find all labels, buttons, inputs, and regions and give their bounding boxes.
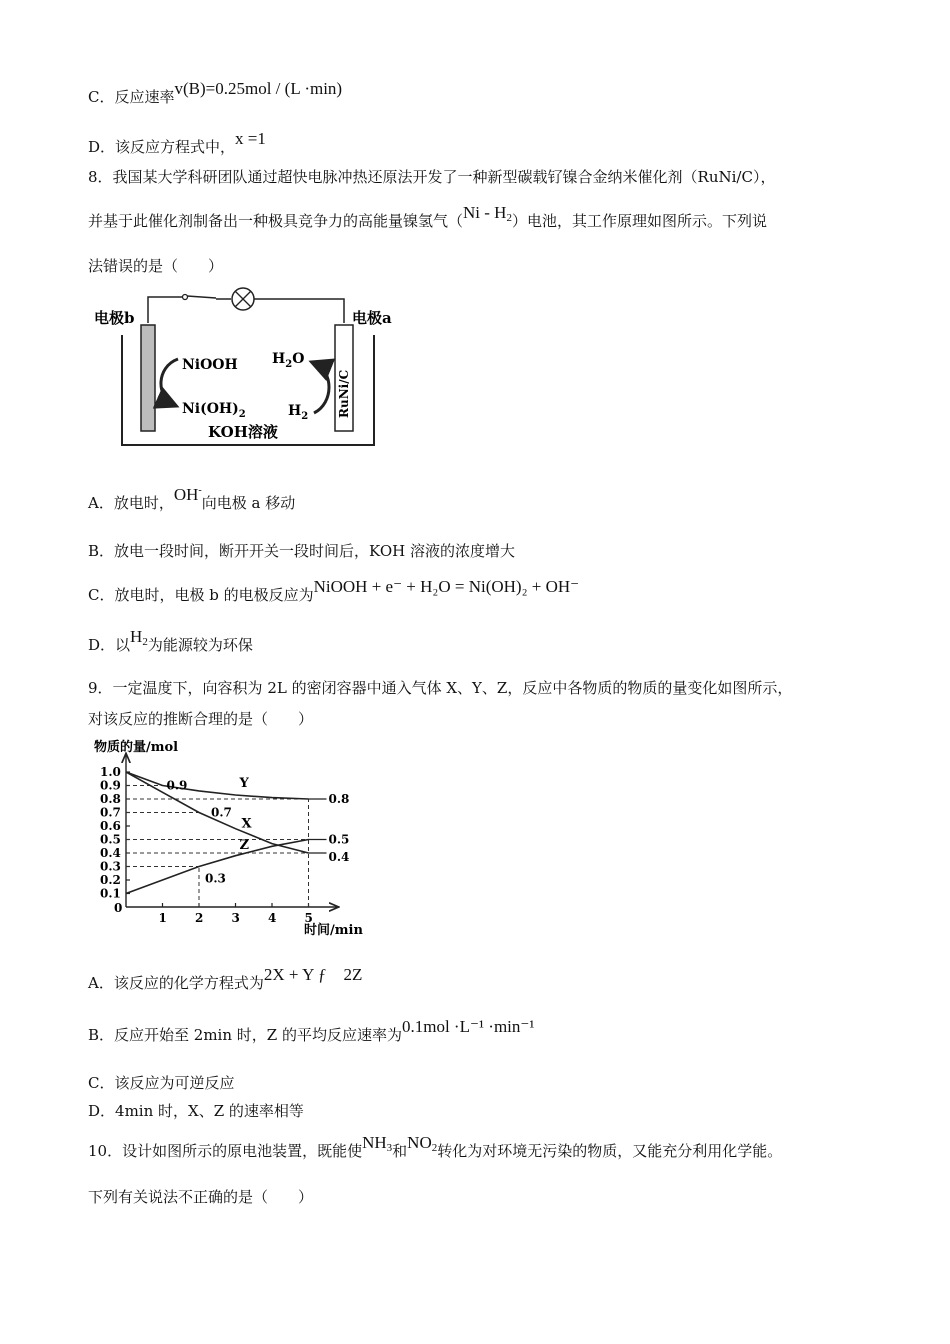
q9-option-a-formula: 2X + Y ƒ 2Z [263,965,363,984]
y-tick-label: 0.7 [100,805,121,820]
q7-option-d [88,129,266,157]
annotation-0-7: 0.7 [211,805,232,820]
q7-option-c-label: C．反应速率 [88,88,175,106]
q10-nh3-sub: 3 [386,1142,393,1154]
q8-stem-formula [463,203,512,222]
q8-option-d-formula [130,627,148,646]
q9-option-b-formula: 0.1mol ·L⁻¹ ·min⁻¹ [401,1017,535,1036]
x-tick-label: 5 [304,911,313,925]
origin-label: 0 [114,901,123,915]
q8-option-d [88,627,253,656]
q8-option-c [88,577,580,605]
y-tick-label: 0.8 [100,792,121,806]
y-tick-label: 0.3 [100,859,121,874]
electrode-b-plate [141,325,155,431]
niooh-label: NiOOH [182,357,238,373]
nioh2-main: Ni(OH) [182,401,239,417]
q8-h2: H [130,627,143,646]
y-tick-label: 0.4 [100,846,121,860]
end-label-0-4: 0.4 [328,850,350,864]
x-tick-label: 3 [231,911,240,925]
end-label-0-8: 0.8 [328,792,350,806]
x-tick-label: 2 [195,911,204,925]
q8-formula-sub: 2 [506,212,512,224]
q8-option-a-post: 向电极 a 移动 [201,494,296,512]
runic-label: RuNi/C [337,369,351,418]
q8-stem-line3: 法错误的是（ ） [88,257,224,275]
q9-option-a [88,965,363,993]
h2o-h: H [272,351,286,367]
q9-option-b [88,1017,535,1045]
x-axis-label: 时间/min [304,923,363,938]
q10-stem-post: 转化为对环境无污染的物质，又能充分利用化学能。 [437,1142,783,1160]
q10-and: 和 [392,1142,408,1160]
y-tick-label: 0.1 [100,886,121,901]
x-tick-label: 4 [268,911,277,925]
q8-option-c-pre: C．放电时，电极 b 的电极反应为 [88,586,314,604]
q10-stem-line2: 下列有关说法不正确的是（ ） [88,1188,314,1206]
q8-option-d-pre: D．以 [88,636,131,654]
q10-nh3 [362,1133,392,1152]
q8-stem-line2-post: ）电池，其工作原理如图所示。下列说 [511,212,767,230]
nioh2-sub: 2 [238,409,246,420]
q10-stem-pre: 10．设计如图所示的原电池装置，既能使 [88,1142,363,1160]
q8-stem-line2-pre: 并基于此催化剂制备出一种极具竞争力的高能量镍氢气（ [88,212,464,230]
y-tick-label: 0.9 [100,778,121,793]
end-label-0-5: 0.5 [328,832,350,847]
q9-option-d: D．4min 时，X、Z 的速率相等 [88,1102,304,1120]
circuit-wire-left [148,297,183,323]
q7-option-c [88,79,343,107]
q10-stem-line1 [88,1133,783,1162]
circuit-wire-right [254,299,344,323]
h2o-sub: 2 [285,359,293,370]
q8-stem-line2 [88,203,767,232]
arrow-h2-to-h2o [314,363,329,413]
q8-option-a-pre: A．放电时， [88,494,174,512]
q9-option-b-pre: B．反应开始至 2min 时，Z 的平均反应速率为 [88,1026,402,1044]
arrow-niooh-to-nioh2 [161,359,178,405]
h2o-label [272,351,304,370]
series-label-y: Y [239,775,249,791]
q10-no2-sub: 2 [431,1142,438,1154]
q8-option-d-post: 为能源较为环保 [147,636,253,654]
h2o-o: O [292,351,305,367]
q7-option-d-formula: x =1 [235,129,266,148]
switch-contact-left [183,295,188,300]
y-tick-label: 0.6 [100,819,121,833]
x-tick-label: 1 [158,911,167,925]
q8-option-c-formula: NiOOH + e⁻ + H₂O = Ni(OH)₂ + OH⁻ [313,577,580,596]
q8-h2-sub: 2 [142,636,148,648]
amount-time-chart [88,735,388,940]
annotation-0-3: 0.3 [205,871,226,886]
h2-h: H [288,403,302,419]
q7-option-d-label: D．该反应方程式中， [88,138,236,156]
y-tick-label: 0.2 [100,873,121,887]
q8-option-a [88,485,296,513]
series-label-z: Z [239,837,249,853]
annotation-0-9: 0.9 [166,778,188,793]
h2-sub: 2 [301,411,309,422]
battery-diagram [88,285,398,455]
q7-option-c-formula: v(B)=0.25mol / (L ·min) [174,79,343,98]
q9-option-a-pre: A．该反应的化学方程式为 [88,974,264,992]
q10-no2-main: NO [407,1133,432,1152]
q8-oh: OH [173,485,199,504]
nioh2-label [182,401,246,420]
q8-option-b: B．放电一段时间，断开开关一段时间后，KOH 溶液的浓度增大 [88,542,515,560]
series-label-x: X [241,816,252,832]
q10-no2 [407,1133,437,1152]
y-tick-label: 1.0 [100,765,121,779]
series-line-y [126,772,309,799]
q8-option-a-formula [174,485,202,504]
q8-oh-sup: - [198,485,202,496]
y-tick-label: 0.5 [100,832,121,847]
electrode-a-label: 电极a [352,309,392,327]
q8-formula-main: Ni - H [463,203,507,222]
y-axis-label: 物质的量/mol [94,740,179,755]
koh-label: KOH溶液 [208,423,278,441]
h2-label [288,403,308,422]
q8-stem-line1: 8．我国某大学科研团队通过超快电脉冲热还原法开发了一种新型碳载钌镍合金纳米催化剂（RuNi/C）， [88,168,776,186]
q9-stem-line2: 对该反应的推断合理的是（ ） [88,710,314,728]
q9-stem-line1: 9．一定温度下，向容积为 2L 的密闭容器中通入气体 X、Y、Z，反应中各物质的物质的量变化如图所示， [88,679,793,697]
switch-lever [187,296,216,298]
q10-nh3-main: NH [362,1133,387,1152]
q9-option-c: C．该反应为可逆反应 [88,1074,235,1092]
electrode-b-label: 电极b [94,309,135,327]
